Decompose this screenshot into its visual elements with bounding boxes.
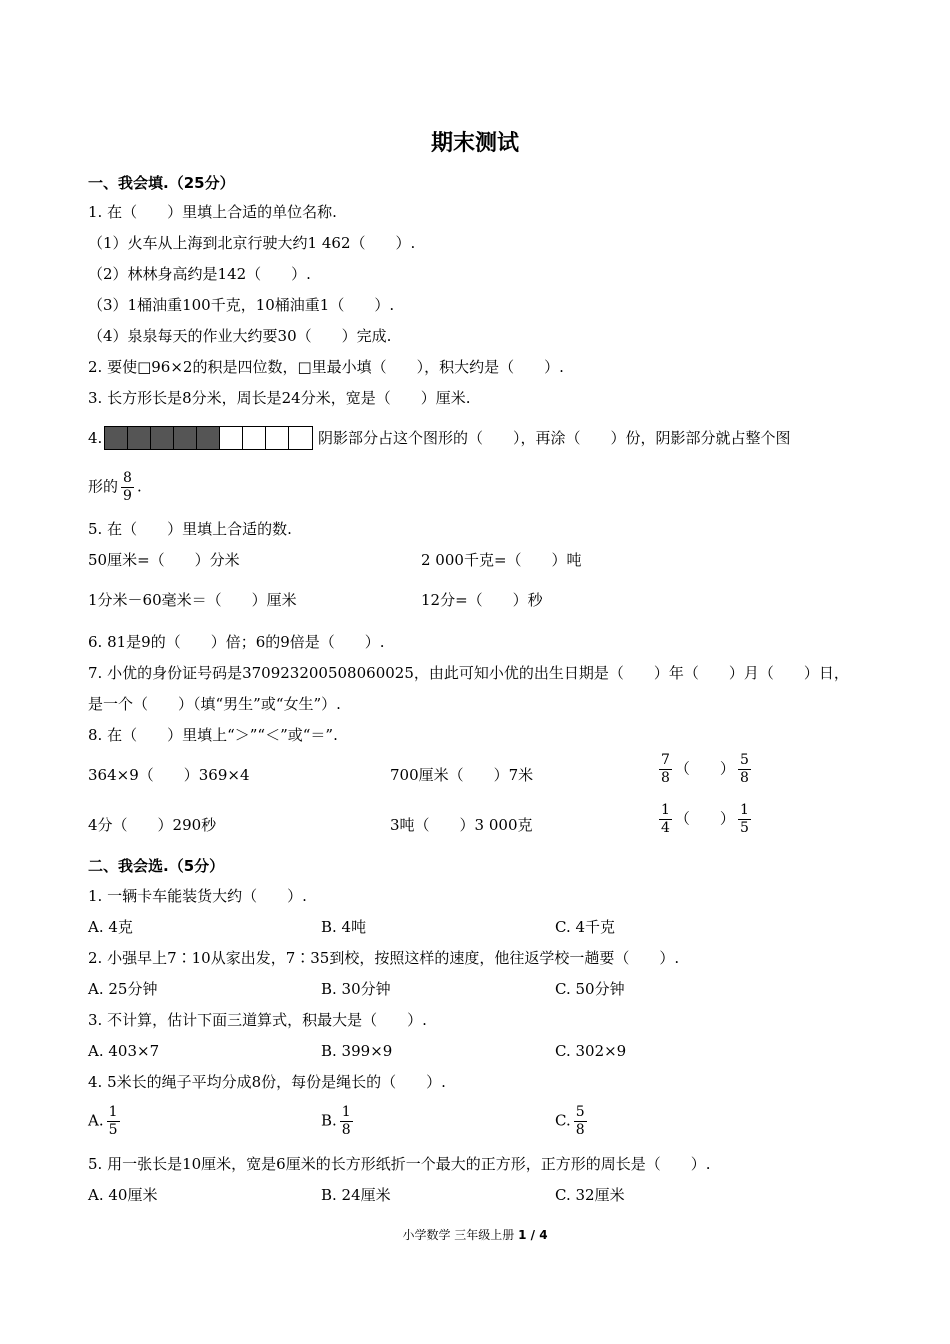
question-1-1: （1）火车从上海到北京行驶大约1 462（ ）. [88, 234, 416, 252]
question-3: 3. 长方形长是8分米，周长是24分米，宽是（ ）厘米. [88, 389, 471, 407]
s2-q2-option-a: A. 25分钟 [88, 980, 158, 998]
q8-d: 4分（ ）290秒 [88, 816, 217, 834]
fraction-5-8 [738, 752, 751, 787]
frac-denominator: 8 [341, 1122, 351, 1138]
s2-q2-option-c: C. 50分钟 [555, 980, 625, 998]
fraction-1-5 [107, 1104, 120, 1139]
page-number: 1 / 4 [518, 1228, 548, 1242]
fraction-1-5 [738, 802, 751, 837]
q8-b: 700厘米（ ）7米 [390, 766, 534, 784]
q8-a: 364×9（ ）369×4 [88, 766, 250, 784]
s2-q1-option-a: A. 4克 [88, 918, 133, 936]
s2-q3-option-a: A. 403×7 [88, 1042, 160, 1060]
fraction-1-8 [340, 1104, 353, 1139]
fraction-1-4 [659, 802, 672, 837]
q4-end: . [136, 477, 142, 496]
q5-b: 2 000千克=（ ）吨 [421, 551, 582, 569]
frac-denominator: 8 [739, 770, 749, 786]
bar-cell-shaded [151, 427, 174, 449]
q8-e: 3吨（ ）3 000克 [390, 816, 533, 834]
fraction-5-8 [574, 1104, 587, 1139]
s2-question-5: 5. 用一张长是10厘米，宽是6厘米的长方形纸折一个最大的正方形，正方形的周长是（ ）. [88, 1155, 711, 1173]
option-label: A. [88, 1111, 104, 1130]
fraction-7-8 [659, 752, 672, 787]
bar-cell-empty [220, 427, 243, 449]
bar-cell-shaded [174, 427, 197, 449]
q5-c: 1分米－60毫米＝（ ）厘米 [88, 591, 297, 609]
question-1: 1. 在（ ）里填上合适的单位名称. [88, 203, 337, 221]
question-4-text: 阴影部分占这个图形的（ ），再涂（ ）份，阴影部分就占整个图 [318, 429, 791, 447]
s2-q5-option-b: B. 24厘米 [321, 1186, 391, 1204]
q8-f [656, 802, 754, 837]
s2-q3-option-b: B. 399×9 [321, 1042, 393, 1060]
s2-q4-option-b [321, 1104, 356, 1139]
section-2-heading: 二、我会选.（5分） [88, 857, 225, 875]
bar-cell-shaded [128, 427, 151, 449]
option-label: B. [321, 1111, 337, 1130]
frac-denominator: 8 [661, 770, 670, 786]
question-7-line2: 是一个（ ）（填“男生”或“女生”）. [88, 695, 341, 713]
bar-cell-shaded [197, 427, 220, 449]
s2-q5-option-a: A. 40厘米 [88, 1186, 158, 1204]
s2-question-3: 3. 不计算，估计下面三道算式，积最大是（ ）. [88, 1011, 427, 1029]
frac-numerator: 1 [661, 802, 670, 818]
question-5: 5. 在（ ）里填上合适的数. [88, 520, 292, 538]
frac-denominator: 9 [123, 488, 132, 504]
question-7-line1: 7. 小优的身份证号码是370923200508060025，由此可知小优的出生日期是（ ）年（ ）月（ ）日， [88, 664, 849, 682]
bar-cell-empty [243, 427, 266, 449]
question-4-continuation [88, 470, 142, 505]
q8-f-blank: （ ） [674, 809, 735, 828]
section-1-heading: 一、我会填.（25分） [88, 174, 235, 192]
fraction-8-9 [121, 470, 134, 505]
s2-q4-option-c [555, 1104, 590, 1139]
frac-numerator: 1 [108, 1104, 118, 1120]
option-label: C. [555, 1111, 571, 1130]
shaded-bar-figure [104, 426, 313, 450]
frac-numerator: 1 [341, 1104, 351, 1120]
footer-text: 小学数学 三年级上册 [402, 1228, 515, 1242]
s2-question-4: 4. 5米长的绳子平均分成8份，每份是绳长的（ ）. [88, 1073, 446, 1091]
s2-q5-option-c: C. 32厘米 [555, 1186, 625, 1204]
frac-denominator: 4 [661, 820, 670, 836]
question-4-number: 4. [88, 429, 103, 447]
frac-numerator: 1 [739, 802, 749, 818]
s2-q4-option-a [88, 1104, 123, 1139]
s2-q2-option-b: B. 30分钟 [321, 980, 391, 998]
frac-numerator: 8 [123, 470, 132, 486]
question-1-3: （3）1桶油重100千克，10桶油重1（ ）. [88, 296, 395, 314]
frac-denominator: 8 [575, 1122, 585, 1138]
question-8: 8. 在（ ）里填上“＞”“＜”或“＝”. [88, 726, 338, 744]
bar-cell-empty [289, 427, 312, 449]
frac-numerator: 5 [575, 1104, 585, 1120]
s2-question-1: 1. 一辆卡车能装货大约（ ）. [88, 887, 307, 905]
q8-c [656, 752, 754, 787]
question-1-4: （4）泉泉每天的作业大约要30（ ）完成. [88, 327, 392, 345]
frac-numerator: 7 [661, 752, 670, 768]
frac-denominator: 5 [108, 1122, 118, 1138]
bar-cell-empty [266, 427, 289, 449]
s2-q1-option-b: B. 4吨 [321, 918, 367, 936]
s2-q3-option-c: C. 302×9 [555, 1042, 627, 1060]
question-2: 2. 要使□96×2的积是四位数，□里最小填（ ），积大约是（ ）. [88, 358, 564, 376]
s2-question-2: 2. 小强早上7∶10从家出发，7∶35到校，按照这样的速度，他往返学校一趟要（ ）. [88, 949, 680, 967]
question-6: 6. 81是9的（ ）倍；6的9倍是（ ）. [88, 633, 385, 651]
page-title: 期末测试 [430, 131, 519, 156]
question-1-2: （2）林林身高约是142（ ）. [88, 265, 311, 283]
q8-c-blank: （ ） [674, 759, 735, 778]
q4-cont-text: 形的 [88, 477, 119, 496]
frac-denominator: 5 [739, 820, 749, 836]
bar-cell-shaded [105, 427, 128, 449]
page-footer [0, 1226, 950, 1243]
frac-numerator: 5 [739, 752, 749, 768]
s2-q1-option-c: C. 4千克 [555, 918, 616, 936]
q5-d: 12分=（ ）秒 [421, 591, 543, 609]
q5-a: 50厘米=（ ）分米 [88, 551, 240, 569]
